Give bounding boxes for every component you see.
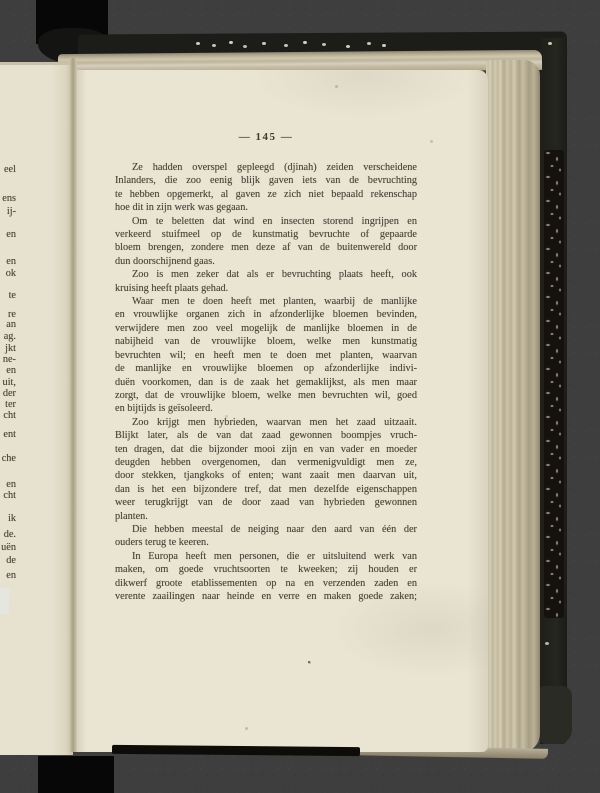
left-page-line-fragment: der <box>2 388 16 399</box>
body-line: maken, om goede vruchtsoorten te kweeken; zij houden er <box>115 564 417 576</box>
left-page-line-fragment: ens <box>2 193 16 204</box>
body-line: In Europa heeft men personen, die er uitsluitend werk van <box>132 550 417 562</box>
ink-speck <box>308 661 310 663</box>
body-line: dan is het een bijzondere tref, dat men dezelfde eigenschappen <box>115 483 417 495</box>
left-page-line-fragment: ter <box>5 399 16 410</box>
body-line: Blijkt later, als de van dat zaad gewonnen boompjes vruch- <box>115 430 417 442</box>
left-page-line-fragment: an <box>6 319 16 330</box>
body-line: bevruchten wil; en heeft men te doen met planten, waarvan <box>115 349 417 361</box>
left-page-line-fragment: ag. <box>3 331 16 342</box>
body-line: verwijdere men zoo veel mogelijk de manlijke bloemen in de <box>115 322 417 334</box>
body-line: Zoo is men zeker dat als er bevruchting plaats heeft, ook <box>132 269 417 281</box>
body-line: en bijtijds is geïsoleerd. <box>115 403 213 415</box>
right-page <box>74 70 488 752</box>
body-line: ouders terug te keeren. <box>115 537 209 549</box>
left-page-line-fragment: ij- <box>6 206 16 217</box>
body-line: planten. <box>115 510 148 522</box>
body-line: zorgt, dat de vrouwlijke bloem, welke men bevruchten wil, goed <box>115 389 417 401</box>
foxing-spots <box>335 85 338 88</box>
left-page-line-fragment: ne- <box>2 354 16 365</box>
left-page-line-fragment: jkt <box>5 343 16 354</box>
left-page-line-fragment: re <box>8 309 16 320</box>
left-page-line-fragment: de. <box>3 529 16 540</box>
body-line: duën voorkomen, dan is de zaak het gemaklijkst, als men maar <box>115 376 417 388</box>
edge-label-fragment <box>0 588 9 614</box>
body-line: Zoo krijgt men hybrieden, waarvan men het zaad uitzaait. <box>132 416 417 428</box>
body-line: dikwerf groote etablissementen op na en verzenden zaden en <box>115 577 417 589</box>
book-cover-bottom-corner <box>538 686 572 744</box>
page-stack-right-edge <box>486 60 540 752</box>
left-page-line-fragment: en <box>6 229 16 240</box>
body-line: en vrouwlijke organen zich in afzonderlijke bloemen bevinden, <box>115 309 417 321</box>
body-line: deugden hebben overgenomen, dan vermenigvuldigt men ze, <box>115 456 417 468</box>
left-page-line-fragment: en <box>6 479 16 490</box>
left-page-line-fragment: te <box>8 290 16 301</box>
left-page-line-fragment: uën <box>1 542 16 553</box>
page-number: — 145 — <box>238 131 294 143</box>
body-line: Om te beletten dat wind en insecten storend ingrijpen en <box>132 215 417 227</box>
left-page-line-fragment: en <box>6 256 16 267</box>
page-bottom-shadow <box>112 745 360 756</box>
left-page-line-fragment: uit, <box>2 377 16 388</box>
left-page-line-fragment: ok <box>5 268 16 279</box>
body-line: bloem brengen, zondere men deze af van de buitenwereld door <box>115 242 417 254</box>
body-line: te hebben opgemerkt, al gaven ze zich niet bepaald rekenschap <box>115 188 417 200</box>
body-line: door stekken, tjangkoks of enten; want zaait men daarvan uit, <box>115 470 417 482</box>
body-line: nabijheid van de vrouwlijke bloem, welke men kunstmatig <box>115 336 417 348</box>
left-page-line-fragment: che <box>1 453 16 464</box>
left-page-line-fragment: en <box>6 570 16 581</box>
body-line: de manlijke en vrouwlijke bloemen op afzonderlijke indivi- <box>115 363 417 375</box>
body-line: hoe dit in zijn werk was gegaan. <box>115 202 248 214</box>
left-page-line-fragment: de <box>6 555 16 566</box>
body-line: Waar men te doen heeft met planten, waarbij de manlijke <box>132 296 417 308</box>
marbled-cover-edge <box>544 150 564 618</box>
left-page-line-fragment: ik <box>7 513 16 524</box>
scan-bed-gap-bottom <box>38 756 114 793</box>
body-line: ten dragen, dat die bijzonder mooi zijn en van vader en moeder <box>115 443 417 455</box>
cover-wear-speckles <box>196 42 200 45</box>
body-line: Ze hadden overspel gepleegd (djinah) zeiden verscheidene <box>132 162 417 173</box>
left-page-line-fragment: en <box>6 365 16 376</box>
left-page-text-fragments <box>0 0 18 793</box>
body-line: verkeerd stuifmeel op de kunstmatig bevruchte of gepaarde <box>115 229 417 241</box>
page-text-block <box>115 161 417 603</box>
body-line: dun doorschijnend gaas. <box>115 255 215 267</box>
body-line: weer terugkrijgt van de door zaad van hybrieden gewonnen <box>115 497 417 509</box>
body-line: Inlanders, die zoo eenig blijk gaven iets van de bevruchting <box>115 175 417 187</box>
body-line: verente zaailingen naar heinde en verre en maken goede zaken; <box>115 591 417 602</box>
book-gutter <box>70 58 77 752</box>
left-page-line-fragment: cht <box>3 410 16 421</box>
body-line: kruising heeft plaats gehad. <box>115 282 229 294</box>
left-page-line-fragment: eel <box>3 164 16 175</box>
left-page-line-fragment: cht <box>3 490 16 501</box>
left-page-line-fragment: ent <box>3 429 16 440</box>
body-line: Die hebben meestal de neiging naar den aard van één der <box>132 523 417 535</box>
